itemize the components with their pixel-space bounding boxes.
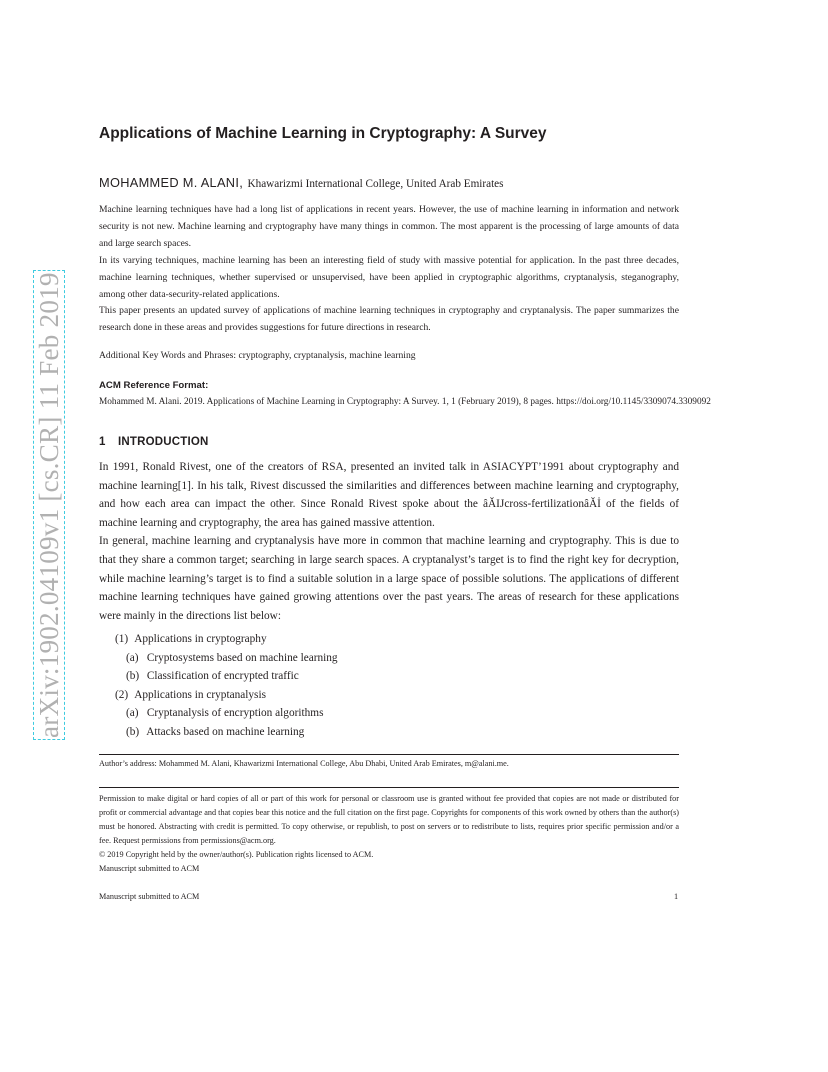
section-heading [99, 436, 209, 448]
list-item-text: Classification of encrypted traffic [146, 670, 299, 683]
abstract-paragraph: In its varying techniques, machine learning has been an interesting field of study with massive potential for application. In the past three decades, machine learning techniques, whether supervised or unsupervised, have been applied in cryptographic algorithms, cryptanalysis, steganography, among other data-security-related applications. [99, 254, 679, 300]
arxiv-sidebar-stamp [34, 270, 65, 740]
list-marker: (b) [126, 725, 140, 738]
list-item-text: Applications in cryptography [134, 633, 267, 645]
permission-text: Permission to make digital or hard copies of all or part of this work for personal or classroom use is granted without fee provided that copies are not made or distributed for profit or commercial advantage and that copies bear this notice and the full citation on the first page. Copyrights for components of this work owned by others than the author(s) must be honored. Abstracting with credit is permitted. To copy otherwise, or republish, to post on servers or to redistribute to lists, requires prior specific permission and/or a fee. Request permissions from permissions@acm.org. [99, 794, 679, 845]
list-item-text: Cryptosystems based on machine learning [146, 651, 338, 664]
acm-reference-text[interactable]: Mohammed M. Alani. 2019. Applications of Machine Learning in Cryptography: A Survey. 1, 1 (February 2019), 8 pages. https://doi.org/10.1145/3309074.3309092 [99, 397, 711, 407]
list-item [115, 723, 338, 742]
author-line [99, 174, 504, 192]
keywords: Additional Key Words and Phrases: cryptography, cryptanalysis, machine learning [99, 350, 416, 361]
abstract-paragraph: Machine learning techniques have had a long list of applications in recent years. However, the use of machine learning in information and network security is not new. Machine learning and cryptography have many things in common. The most apparent is the processing of large amounts of data and large search spaces. [99, 204, 679, 249]
list-item [115, 686, 338, 705]
manuscript-note: Manuscript submitted to ACM [99, 863, 200, 873]
section-title: INTRODUCTION [118, 436, 209, 448]
author-name: MOHAMMED M. ALANI, [99, 175, 244, 190]
author-affiliation: Khawarizmi International College, United Arab Emirates [247, 178, 504, 190]
list-marker: (a) [126, 651, 139, 664]
acm-reference-heading: ACM Reference Format: [99, 380, 209, 391]
abstract-paragraph: This paper presents an updated survey of applications of machine learning techniques in cryptography and cryptanalysis. The paper summarizes the research done in these areas and provides suggestions for future directions in research. [99, 305, 679, 334]
section-number: 1 [99, 436, 106, 448]
author-address: Author’s address: Mohammed M. Alani, Khawarizmi International College, Abu Dhabi, United Arab Emirates, m@alani.me. [99, 759, 509, 768]
copyright-text: © 2019 Copyright held by the owner/author(s). Publication rights licensed to ACM. [99, 849, 374, 859]
list-item [115, 649, 338, 668]
list-marker: (2) [115, 688, 129, 701]
directions-list [115, 630, 338, 742]
list-marker: (a) [126, 707, 139, 720]
list-item-text: Cryptanalysis of encryption algorithms [146, 707, 324, 720]
footer-manuscript: Manuscript submitted to ACM [99, 892, 200, 901]
paper-title: Applications of Machine Learning in Cryptography: A Survey [99, 125, 547, 142]
page-number: 1 [674, 892, 679, 901]
body-paragraph: In 1991, Ronald Rivest, one of the creators of RSA, presented an invited talk in ASIACYPT’1991 about cryptography and machine learning[1]. In his talk, Rivest discussed the similarities and differences between machine learning and cryptography, and how each area can impact the other. Since Ronald Rivest spoke about the âĂIJcross-fertilizationâĂİ of the fields of machine learning and cryptography, the area has gained massive attention. [99, 461, 679, 529]
list-marker: (b) [126, 670, 140, 683]
permission-divider [99, 787, 679, 788]
footnote-divider [99, 754, 679, 755]
list-item [115, 667, 338, 686]
list-item-text: Attacks based on machine learning [146, 725, 305, 738]
list-marker: (1) [115, 633, 129, 645]
section-body [99, 458, 679, 625]
list-item [115, 704, 338, 723]
arxiv-id[interactable]: arXiv:1902.04109v1 [cs.CR] 11 Feb 2019 [34, 272, 64, 738]
list-item-text: Applications in cryptanalysis [134, 688, 266, 701]
list-item [115, 630, 338, 649]
abstract [99, 202, 679, 337]
permission-block [99, 792, 679, 875]
body-paragraph: In general, machine learning and cryptanalysis have more in common that machine learning and cryptography. This is due to that they share a common target; searching in large search spaces. A cryptanalyst’s target is to find the right key for decryption, while machine learning’s target is to find a suitable solution in a large space of possible solutions. The applications of different machine learning techniques have gained growing attentions over the past years. The areas of research for these applications were mainly in the directions list below: [99, 535, 679, 622]
